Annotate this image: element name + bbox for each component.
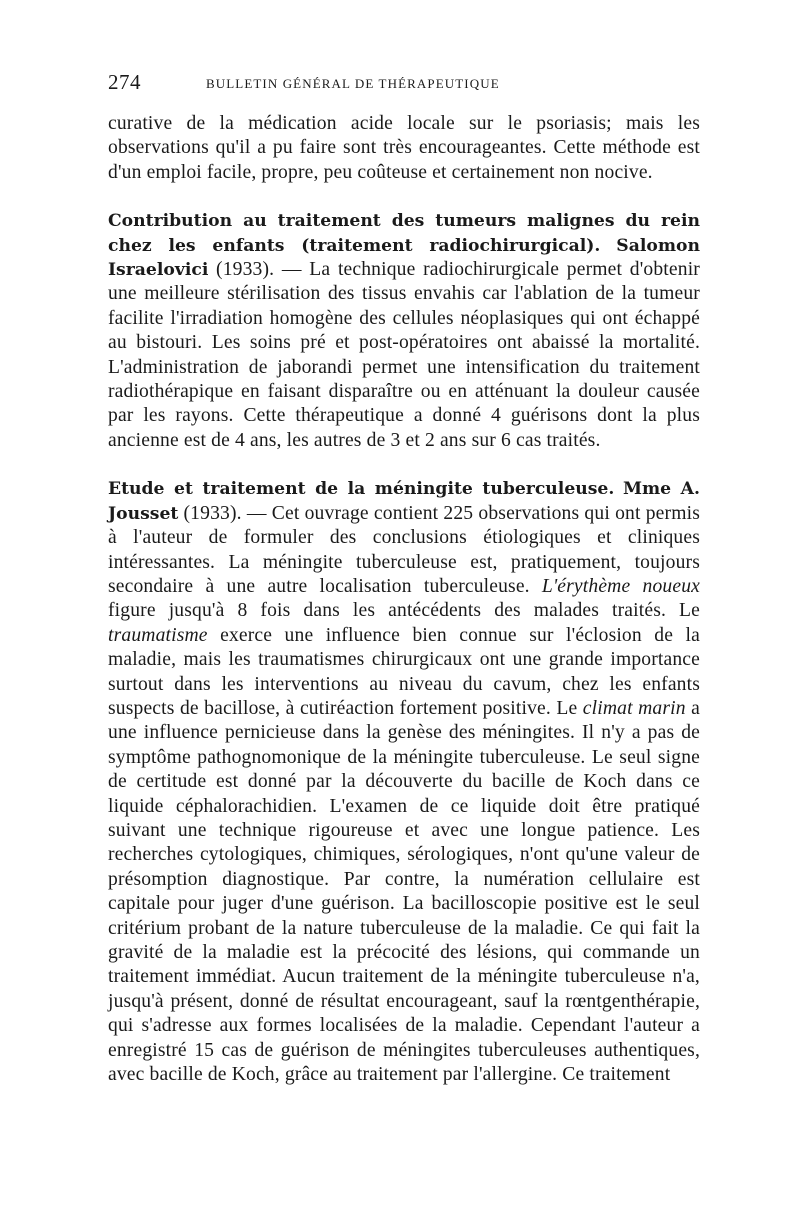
article-author: Salomon Israelovici: [108, 235, 700, 281]
page-number: 274: [108, 70, 141, 94]
article-year: (1933).: [183, 502, 242, 524]
paragraph-gap: [108, 185, 700, 209]
italic-term: L'érythème noueux: [541, 575, 700, 597]
article-title: Etude et traitement de la méningite tuberculeuse.: [108, 479, 615, 500]
journal-title: BULLETIN GÉNÉRAL DE THÉRAPEUTIQUE: [206, 76, 500, 91]
article-body: figure jusqu'à 8 fois dans les antécédents des malades traités. Le: [108, 600, 700, 622]
running-header: [108, 70, 700, 98]
article-year: (1933).: [216, 259, 275, 281]
article-author: Mme A. Jousset: [108, 479, 700, 524]
article-body: a une influence pernicieuse dans la genèse des méningites. Il n'y a pas de symptôme pathognomonique de la méningite tuberculeuse. Le seul signe de certitude est donné par la découverte du bacille de Koch dans ce liquide céphalorachidien. L'examen de ce liquide doit être pratiqué suivant une technique rigoureuse et avec une longue patience. Les recherches cytologiques, chimiques, sérologiques, n'ont qu'une valeur de présomption diagnostique. Par contre, la numération cellulaire est capitale pour juger d'une guérison. La bacilloscopie positive est le seul critérium probant de la nature tuberculeuse de la maladie. Ce qui fait la gravité de la maladie est la précocité des lésions, qui commande un traitement immédiat. Aucun traitement de la méningite tuberculeuse n'a, jusqu'à présent, donné de résultat encourageant, sauf la rœntgenthérapie, qui s'adresse aux formes localisées de la maladie. Cependant l'auteur a enregistré 15 cas de guérison de méningites tuberculeuses authentiques, avec bacille de Koch, grâce au traitement par l'allergine. Ce traitement: [108, 697, 700, 1086]
italic-term: traumatisme: [108, 624, 208, 646]
italic-term: climat marin: [582, 697, 686, 719]
article-jousset: [108, 477, 700, 1087]
article-body: — Cet ouvrage contient 225 observations qui ont permis à l'auteur de formuler des conclusions étiologiques et cliniques intéressantes. La méningite tuberculeuse est, pratiquement, toujours secondaire à une autre localisation tuberculeuse.: [108, 502, 700, 597]
article-body: exerce une influence bien connue sur l'éclosion de la maladie, mais les traumatismes chirurgicaux ont une grande importance surtout dans les interventions au niveau du cavum, chez les enfants suspects de bacillose, à cutiréaction fortement positive. Le: [108, 624, 700, 719]
journal-page: [108, 70, 700, 1087]
intro-paragraph: curative de la médication acide locale sur le psoriasis; mais les observations qu'il a pu faire sont très encourageantes. Cette méthode est d'un emploi facile, propre, peu coûteuse et certainement non nocive.: [108, 113, 700, 183]
article-title: Contribution au traitement des tumeurs malignes du rein chez les enfants (traitement radiochirurgical).: [108, 211, 700, 256]
article-israelovici: [108, 209, 700, 453]
paragraph-gap: [108, 453, 700, 477]
article-body: — La technique radiochirurgicale permet d'obtenir une meilleure stérilisation des tissus envahis car l'ablation de la tumeur facilite l'irradiation homogène des cellules néoplasiques qui ont échappé au bistouri. Les soins pré et post-opératoires ont abaissé la mortalité. L'administration de jaborandi permet une intensification du traitement radiothérapique en faisant disparaître ou en atténuant la douleur causée par les rayons. Cette thérapeutique a donné 4 guérisons dont la plus ancienne est de 4 ans, les autres de 3 et 2 ans sur 6 cas traités.: [108, 259, 700, 451]
